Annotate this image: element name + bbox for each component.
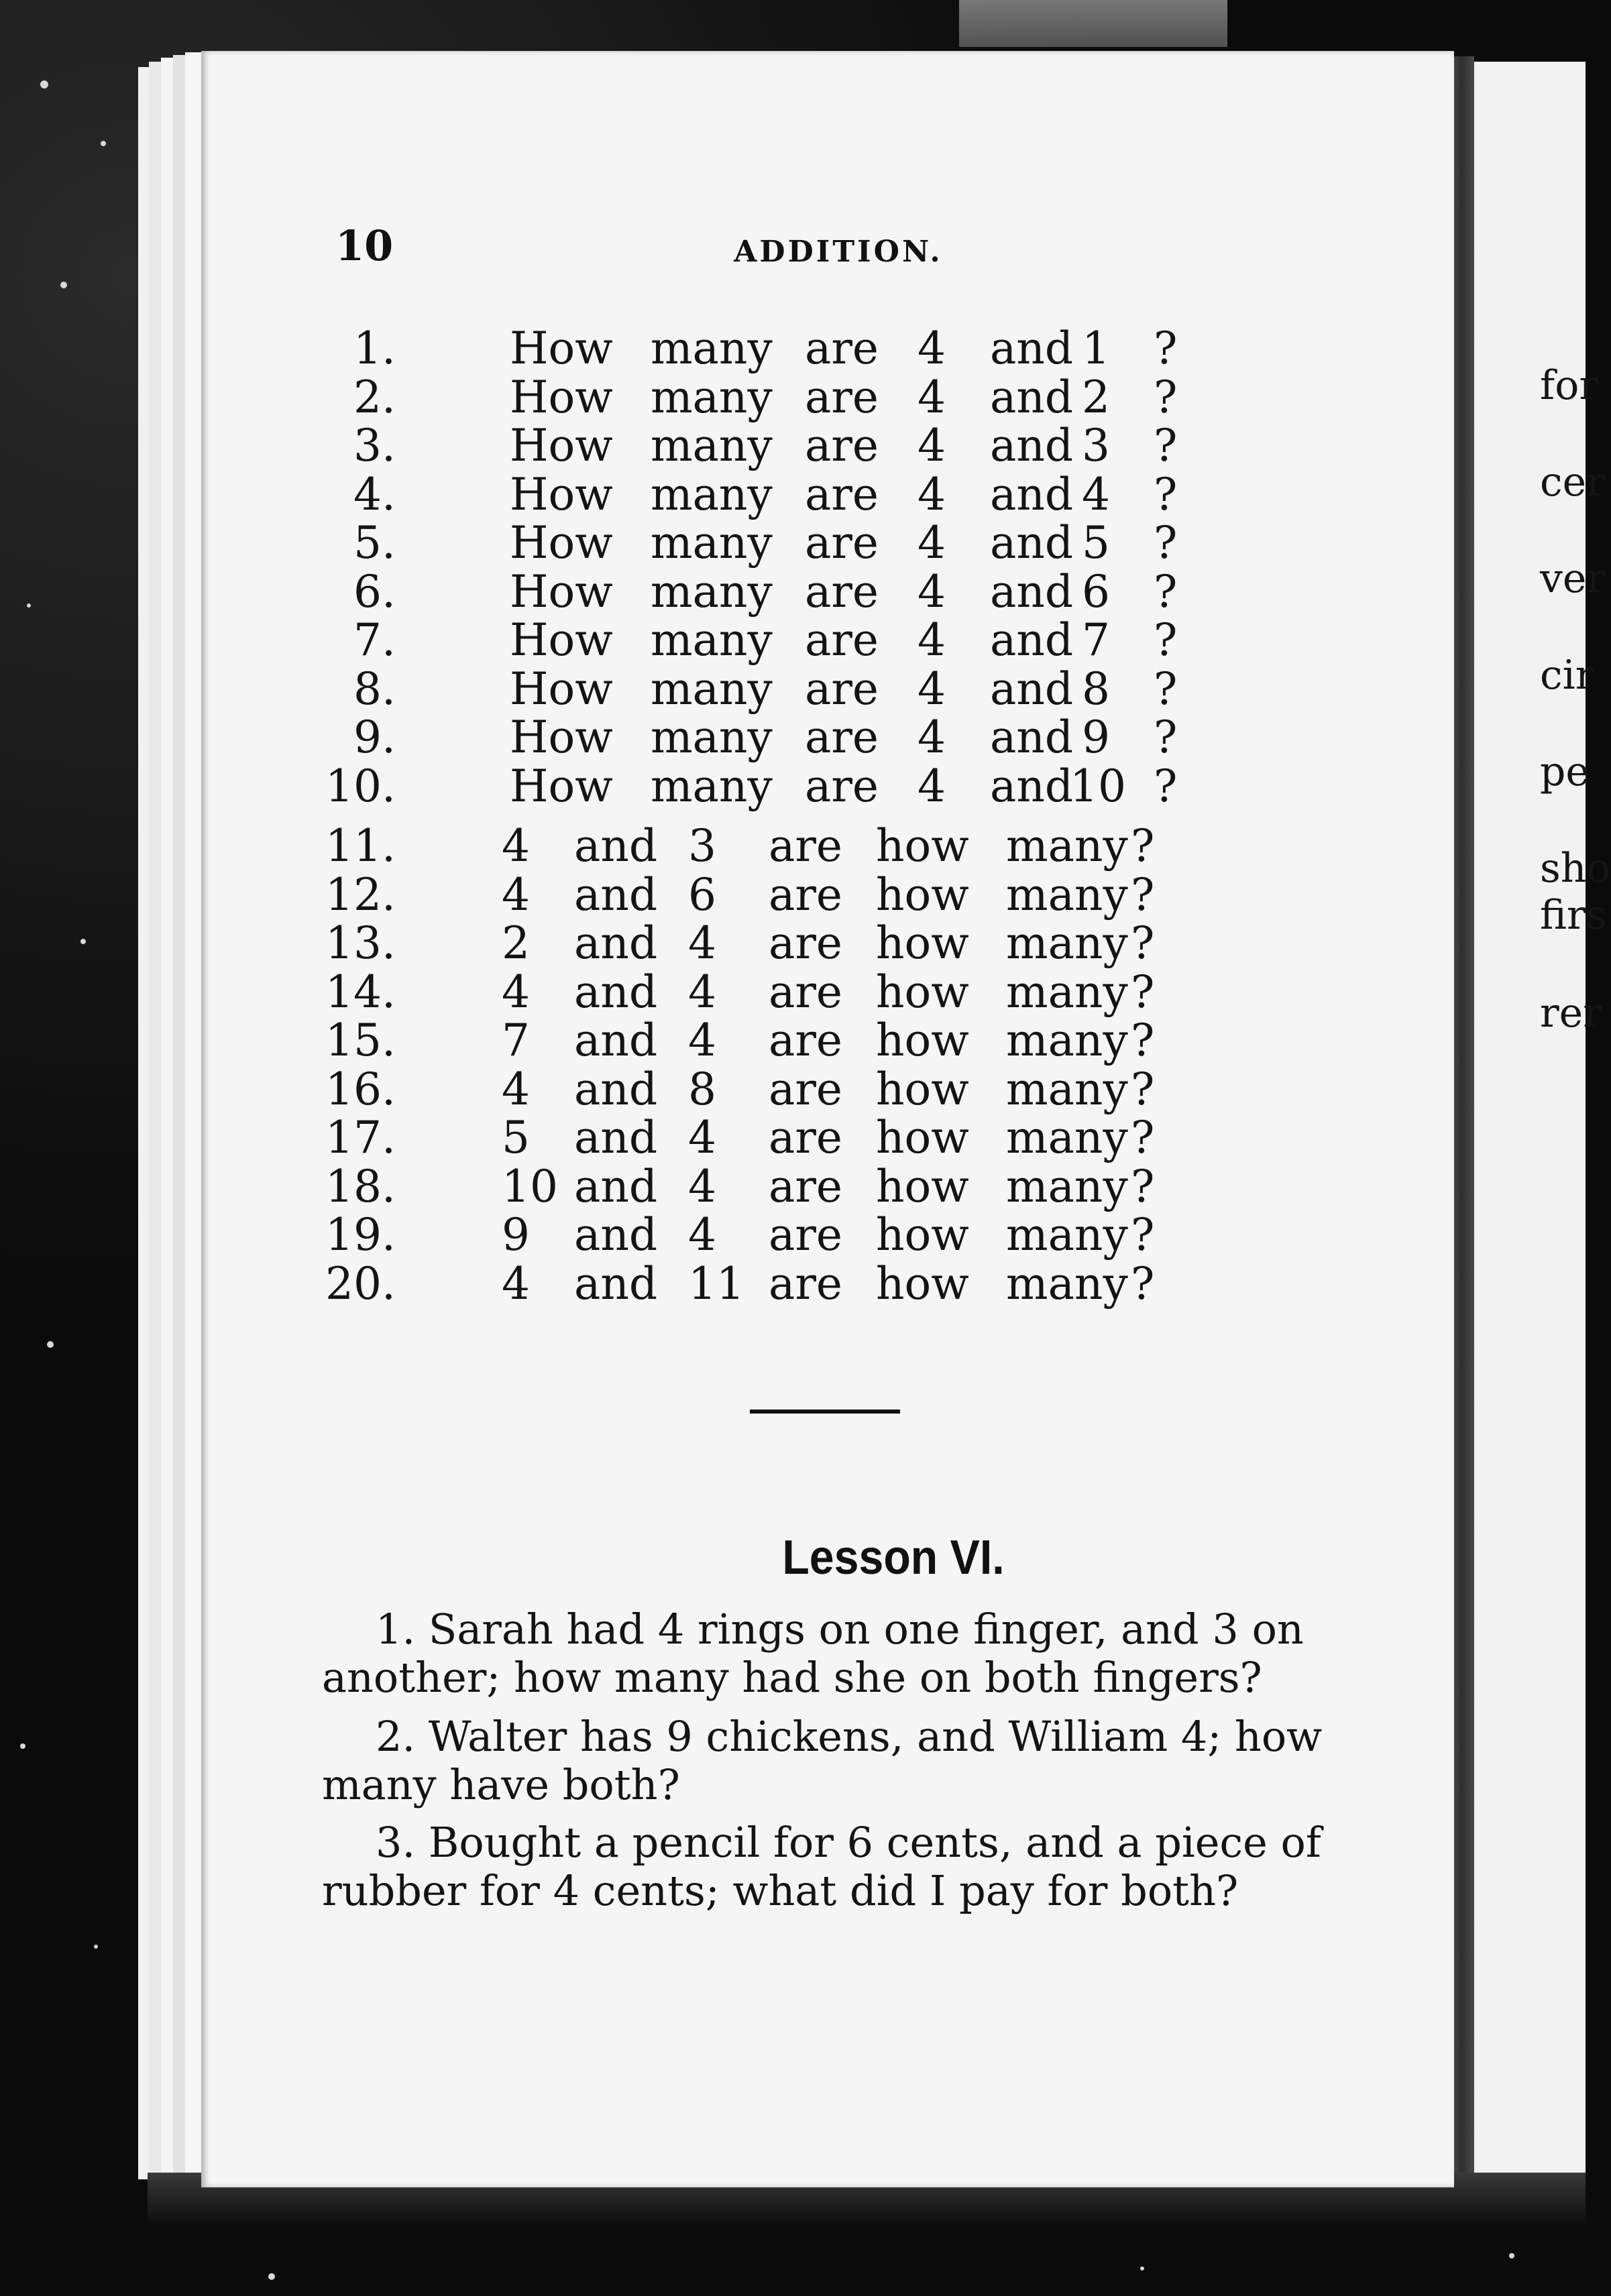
- question-row: [201, 1257, 1454, 1310]
- question-word: many: [651, 468, 773, 520]
- question-word: 4: [918, 517, 946, 569]
- question-word: ?: [1131, 1209, 1155, 1261]
- question-row: [201, 1160, 1454, 1212]
- question-word: are: [805, 517, 879, 569]
- question-word: 9: [1082, 711, 1110, 763]
- question-word: 4: [688, 1209, 716, 1261]
- question-word: 4: [688, 917, 716, 969]
- question-word: are: [769, 1063, 842, 1115]
- question-word: 4: [1082, 468, 1110, 520]
- question-word: and: [574, 1160, 658, 1212]
- question-word: ?: [1131, 1160, 1155, 1212]
- question-word: 3: [1082, 420, 1110, 471]
- problem-line: 3. Bought a pencil for 6 cents, and a piece of: [376, 1818, 1321, 1867]
- question-row: [201, 468, 1454, 520]
- question-word: many: [651, 663, 773, 715]
- question-word: and: [990, 565, 1074, 618]
- question-word: 4: [688, 1015, 716, 1066]
- question-word: 1: [1082, 323, 1110, 374]
- question-word: 4: [502, 820, 530, 872]
- question-word: and: [574, 1257, 658, 1310]
- question-word: how: [876, 966, 969, 1018]
- question-row: [201, 968, 1454, 1017]
- question-word: and: [990, 760, 1074, 812]
- question-word: and: [574, 917, 658, 969]
- question-word: ?: [1154, 517, 1178, 569]
- question-word: ?: [1154, 420, 1178, 471]
- dust-speck: [27, 604, 31, 608]
- question-row: [201, 822, 1454, 870]
- question-word: 4: [502, 1063, 530, 1115]
- problem-line: 2. Walter has 9 chickens, and William 4; how: [376, 1712, 1323, 1761]
- problem-line: another; how many had she on both fingers?: [322, 1653, 1262, 1702]
- book-page: [201, 51, 1454, 2187]
- question-number: 6.: [353, 565, 396, 618]
- question-number: 9.: [353, 711, 396, 763]
- question-word: 3: [688, 820, 716, 872]
- question-word: are: [805, 468, 879, 520]
- question-number: 15.: [325, 1015, 396, 1066]
- question-word: 10: [502, 1160, 558, 1212]
- facing-page-fragment: ver: [1540, 555, 1606, 602]
- question-word: and: [990, 420, 1074, 471]
- question-word: how: [876, 1160, 969, 1212]
- question-word: many: [1006, 1257, 1128, 1310]
- question-word: 11: [688, 1257, 744, 1310]
- question-word: 4: [918, 663, 946, 715]
- question-word: 4: [688, 1112, 716, 1163]
- question-word: 4: [918, 760, 946, 812]
- question-word: 7: [1082, 614, 1110, 666]
- question-word: How: [510, 468, 613, 520]
- question-number: 1.: [353, 323, 396, 374]
- question-word: how: [876, 820, 969, 872]
- question-word: 4: [918, 420, 946, 471]
- question-word: ?: [1154, 614, 1178, 666]
- question-word: ?: [1131, 1015, 1155, 1066]
- question-word: how: [876, 1015, 969, 1066]
- question-word: are: [769, 868, 842, 921]
- question-word: and: [990, 371, 1074, 423]
- question-word: How: [510, 323, 613, 374]
- question-row: [201, 665, 1454, 713]
- scanner-strip: [959, 0, 1227, 47]
- question-word: 4: [918, 614, 946, 666]
- question-word: 9: [502, 1209, 530, 1261]
- question-word: 4: [918, 468, 946, 520]
- facing-page-fragment: rer: [1540, 990, 1602, 1037]
- question-word: are: [805, 614, 879, 666]
- question-word: many: [651, 517, 773, 569]
- question-number: 8.: [353, 663, 396, 715]
- facing-page-fragment: for: [1540, 362, 1599, 409]
- word-problem: [322, 1605, 1335, 1702]
- question-word: 4: [502, 1257, 530, 1310]
- question-number: 13.: [325, 917, 396, 969]
- question-word: and: [990, 711, 1074, 763]
- question-word: ?: [1154, 323, 1178, 374]
- question-word: 5: [502, 1112, 530, 1163]
- question-row: [201, 371, 1454, 423]
- question-word: ?: [1131, 917, 1155, 969]
- question-word: ?: [1154, 711, 1178, 763]
- question-number: 10.: [325, 760, 396, 812]
- facing-page-fragment: firs: [1540, 892, 1607, 939]
- dust-speck: [1509, 2253, 1514, 2258]
- question-row: [201, 422, 1454, 470]
- question-word: how: [876, 1112, 969, 1163]
- question-word: How: [510, 711, 613, 763]
- question-word: and: [574, 1015, 658, 1066]
- dust-speck: [101, 141, 106, 146]
- question-word: and: [574, 820, 658, 872]
- question-word: are: [769, 1015, 842, 1066]
- question-word: How: [510, 614, 613, 666]
- question-word: 6: [688, 868, 716, 921]
- question-word: How: [510, 517, 613, 569]
- question-word: many: [1006, 1112, 1128, 1163]
- dust-speck: [1140, 2266, 1144, 2271]
- question-row: [201, 616, 1454, 665]
- question-word: 4: [688, 966, 716, 1018]
- question-word: ?: [1131, 868, 1155, 921]
- question-word: and: [990, 517, 1074, 569]
- question-word: many: [1006, 1015, 1128, 1066]
- question-word: many: [1006, 966, 1128, 1018]
- question-word: are: [805, 760, 879, 812]
- question-word: ?: [1154, 468, 1178, 520]
- question-number: 5.: [353, 517, 396, 569]
- question-word: are: [805, 323, 879, 374]
- dust-speck: [94, 1945, 98, 1949]
- question-word: and: [574, 966, 658, 1018]
- question-word: 4: [688, 1160, 716, 1212]
- question-word: 8: [1082, 663, 1110, 715]
- question-number: 17.: [325, 1112, 396, 1163]
- question-row: [201, 1114, 1454, 1162]
- question-word: many: [651, 420, 773, 471]
- question-word: ?: [1154, 663, 1178, 715]
- question-word: 6: [1082, 565, 1110, 618]
- dust-speck: [60, 282, 67, 288]
- question-word: 4: [918, 371, 946, 423]
- question-word: ?: [1154, 760, 1178, 812]
- word-problem: [322, 1819, 1335, 1915]
- question-word: how: [876, 1209, 969, 1261]
- lesson-title: Lesson VI.: [782, 1531, 1005, 1585]
- question-word: 2: [502, 917, 530, 969]
- question-word: are: [805, 565, 879, 618]
- question-word: many: [1006, 917, 1128, 969]
- dust-speck: [268, 2273, 275, 2280]
- question-word: 7: [502, 1015, 530, 1066]
- question-word: many: [651, 614, 773, 666]
- question-row: [201, 713, 1454, 762]
- question-word: and: [574, 868, 658, 921]
- question-number: 18.: [325, 1160, 396, 1212]
- question-number: 3.: [353, 420, 396, 471]
- question-word: how: [876, 1063, 969, 1115]
- question-number: 20.: [325, 1257, 396, 1310]
- question-word: ?: [1131, 1112, 1155, 1163]
- question-word: many: [651, 565, 773, 618]
- question-row: [201, 1211, 1454, 1259]
- question-word: and: [574, 1112, 658, 1163]
- question-number: 11.: [325, 820, 396, 872]
- question-row: [201, 1063, 1454, 1115]
- question-word: How: [510, 663, 613, 715]
- question-word: many: [1006, 1160, 1128, 1212]
- question-word: 4: [918, 711, 946, 763]
- word-problem: [322, 1713, 1335, 1809]
- question-word: are: [769, 1160, 842, 1212]
- question-word: ?: [1131, 1257, 1155, 1310]
- question-row: [201, 325, 1454, 373]
- dust-speck: [47, 1341, 54, 1348]
- question-word: 8: [688, 1063, 716, 1115]
- question-word: and: [990, 663, 1074, 715]
- question-word: many: [651, 711, 773, 763]
- question-word: are: [805, 663, 879, 715]
- question-word: ?: [1131, 966, 1155, 1018]
- question-number: 4.: [353, 468, 396, 520]
- facing-page-fragment: pe: [1540, 748, 1590, 795]
- question-word: many: [651, 760, 773, 812]
- question-number: 16.: [325, 1063, 396, 1115]
- question-word: how: [876, 1257, 969, 1310]
- question-word: are: [769, 820, 842, 872]
- facing-page-fragment: cer: [1540, 459, 1606, 506]
- question-word: 4: [918, 323, 946, 374]
- question-word: and: [990, 468, 1074, 520]
- question-row: [201, 565, 1454, 618]
- question-number: 12.: [325, 868, 396, 921]
- question-word: and: [574, 1209, 658, 1261]
- question-row: [201, 762, 1454, 811]
- question-word: are: [805, 711, 879, 763]
- question-word: many: [1006, 1209, 1128, 1261]
- section-divider: [750, 1410, 900, 1414]
- question-word: many: [1006, 820, 1128, 872]
- question-word: ?: [1154, 371, 1178, 423]
- question-word: are: [769, 966, 842, 1018]
- question-word: ?: [1154, 565, 1178, 618]
- question-word: how: [876, 868, 969, 921]
- question-number: 7.: [353, 614, 396, 666]
- question-word: ?: [1131, 820, 1155, 872]
- question-number: 19.: [325, 1209, 396, 1261]
- question-word: 4: [502, 868, 530, 921]
- question-word: How: [510, 371, 613, 423]
- question-number: 14.: [325, 966, 396, 1018]
- question-word: 4: [502, 966, 530, 1018]
- question-word: are: [805, 371, 879, 423]
- question-word: 4: [918, 565, 946, 618]
- question-word: and: [990, 323, 1074, 374]
- page-number: 10: [335, 221, 394, 270]
- question-word: many: [1006, 1063, 1128, 1115]
- question-word: many: [651, 323, 773, 374]
- problem-line: 1. Sarah had 4 rings on one finger, and 3 on: [376, 1605, 1304, 1654]
- facing-page-fragment: sho: [1540, 845, 1611, 892]
- question-word: are: [769, 1257, 842, 1310]
- dust-speck: [20, 1743, 25, 1749]
- question-word: many: [1006, 868, 1128, 921]
- question-word: How: [510, 420, 613, 471]
- question-number: 2.: [353, 371, 396, 423]
- question-word: are: [805, 420, 879, 471]
- question-word: 10: [1070, 760, 1126, 812]
- problem-line: rubber for 4 cents; what did I pay for both?: [322, 1866, 1239, 1915]
- question-row: [201, 519, 1454, 567]
- question-word: how: [876, 917, 969, 969]
- question-word: How: [510, 565, 613, 618]
- question-word: How: [510, 760, 613, 812]
- question-word: ?: [1131, 1063, 1155, 1115]
- question-word: are: [769, 1112, 842, 1163]
- question-word: many: [651, 371, 773, 423]
- question-row: [201, 868, 1454, 921]
- facing-page-fragment: cir: [1540, 652, 1595, 699]
- question-word: and: [990, 614, 1074, 666]
- question-row: [201, 1017, 1454, 1065]
- question-word: 5: [1082, 517, 1110, 569]
- question-word: and: [574, 1063, 658, 1115]
- dust-speck: [80, 939, 86, 944]
- problem-line: many have both?: [322, 1760, 680, 1809]
- question-word: are: [769, 917, 842, 969]
- question-word: 2: [1082, 371, 1110, 423]
- running-head: ADDITION.: [734, 235, 943, 269]
- question-row: [201, 919, 1454, 968]
- question-word: are: [769, 1209, 842, 1261]
- dust-speck: [40, 80, 48, 89]
